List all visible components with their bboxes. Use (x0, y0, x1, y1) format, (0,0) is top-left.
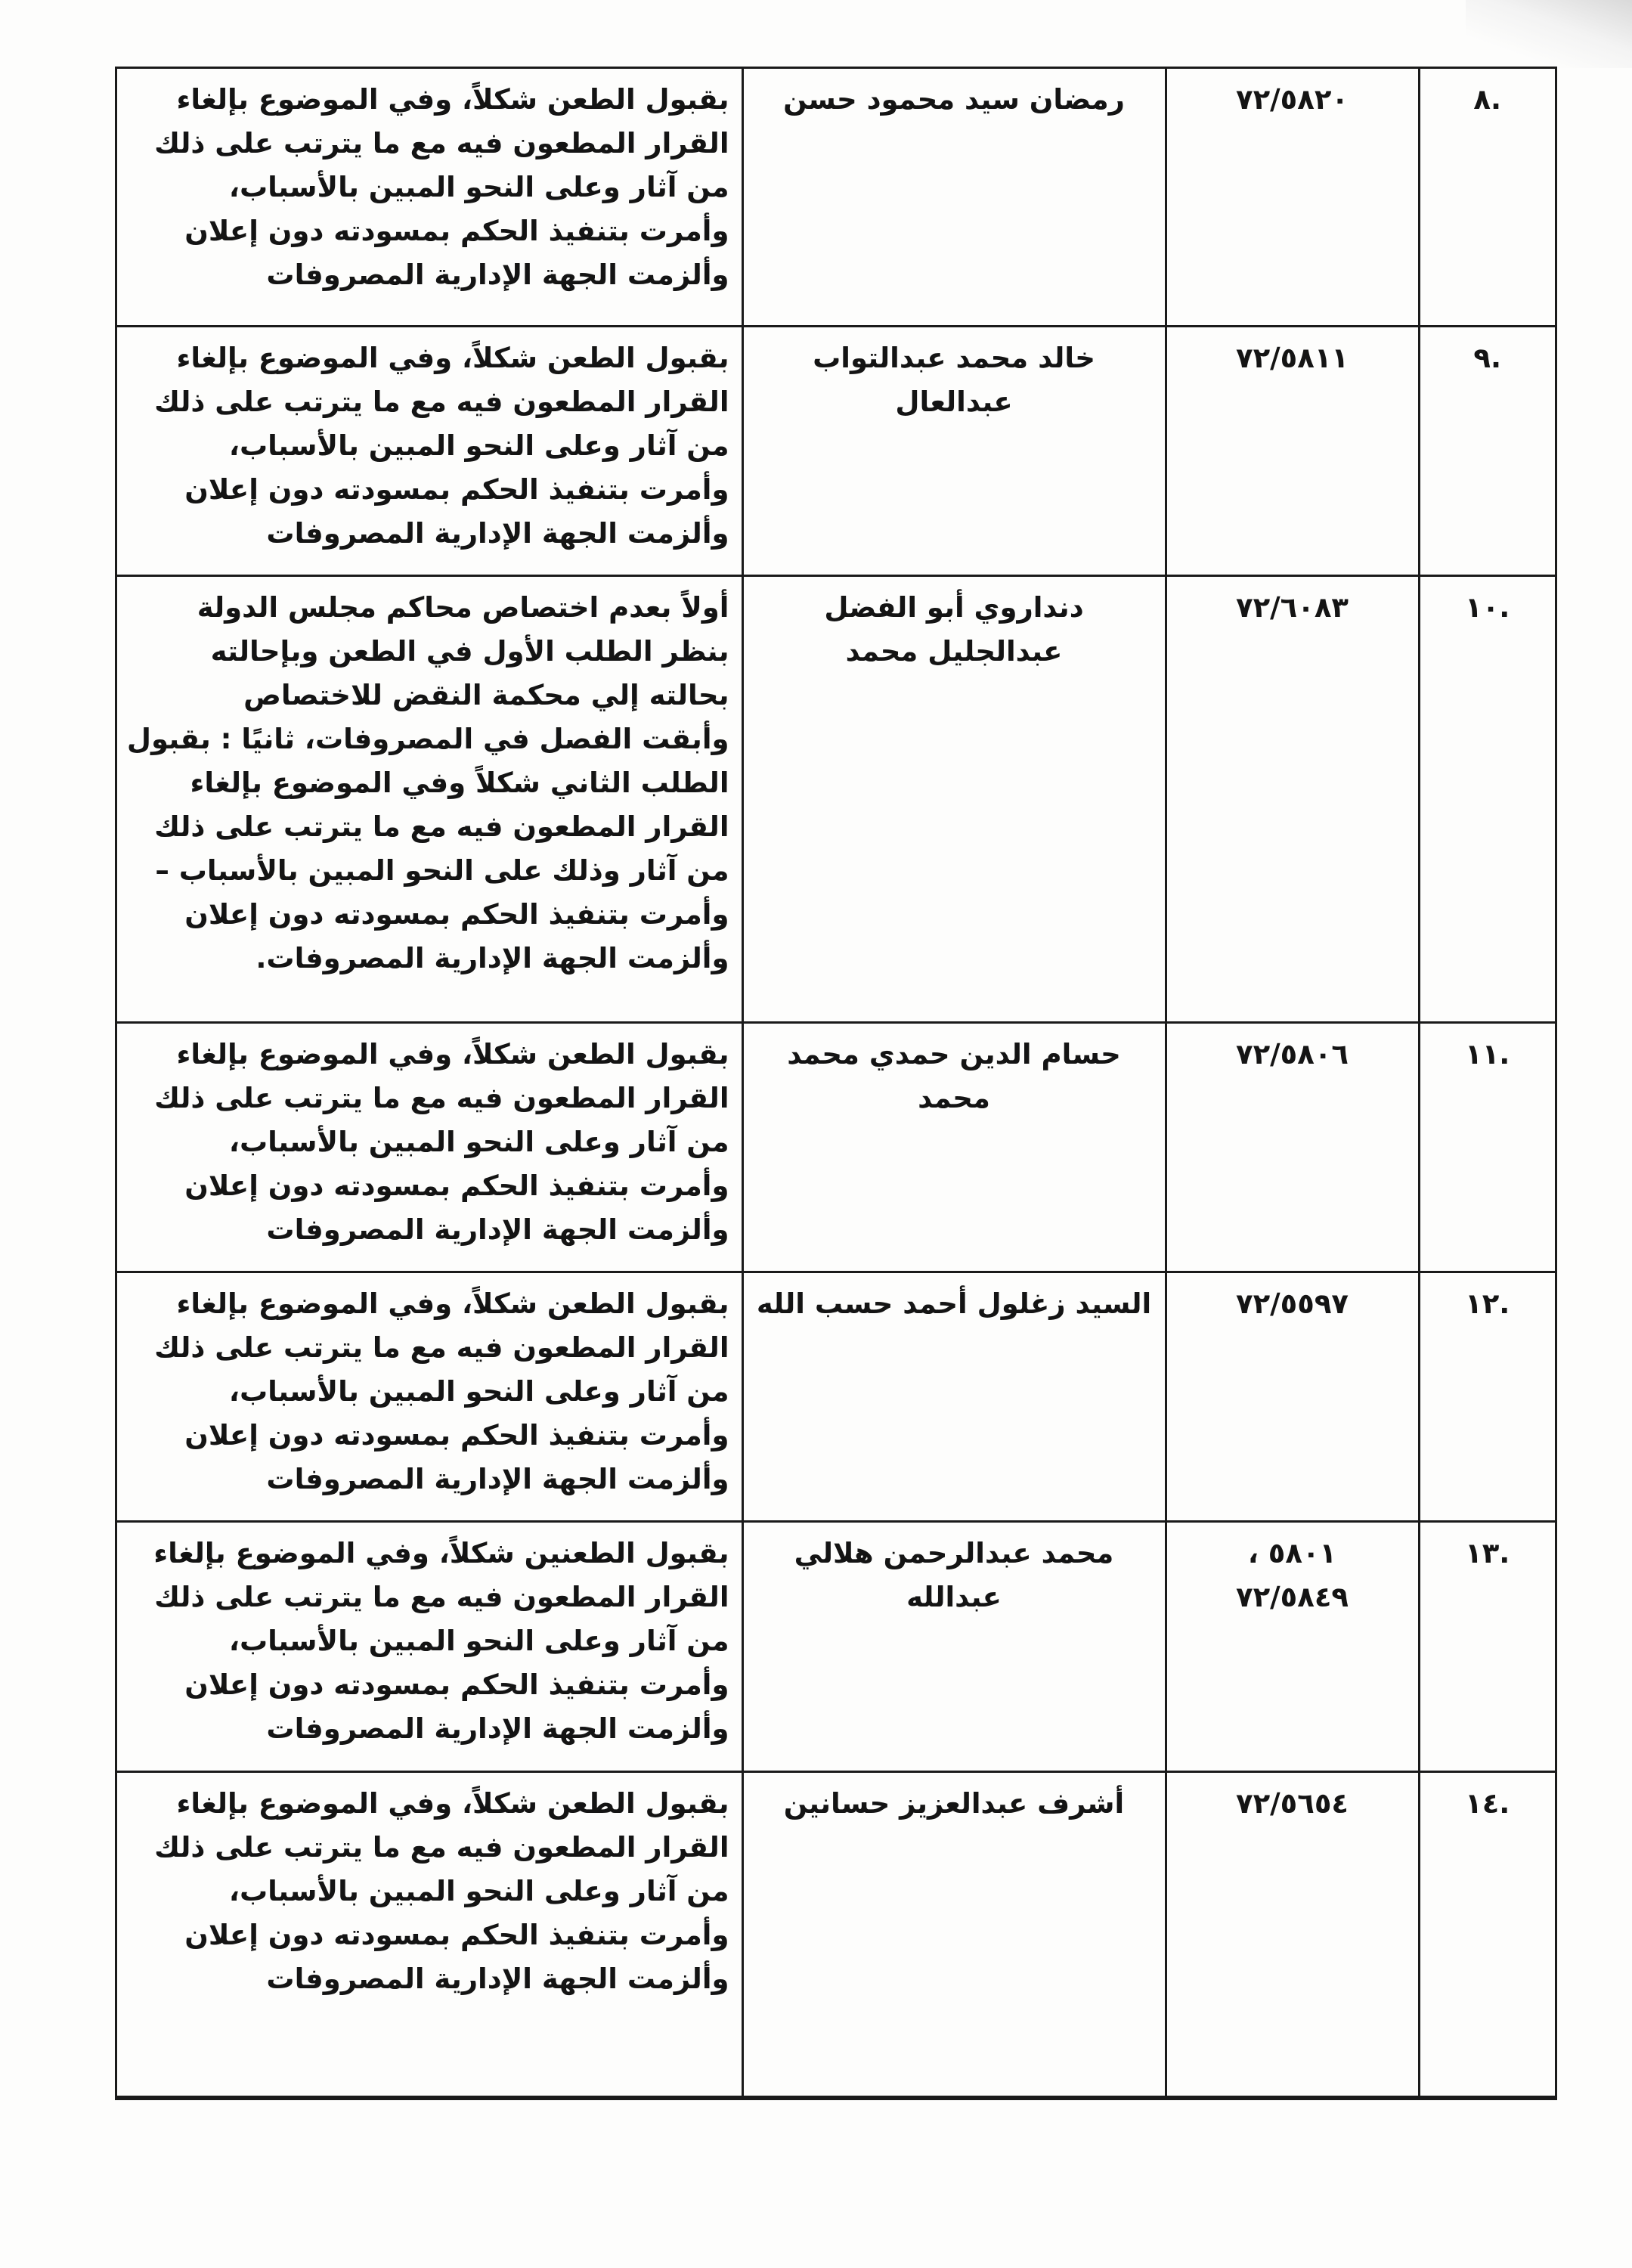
decision-line: وألزمت الجهة الإدارية المصروفات (266, 1962, 729, 1995)
decision-line: القرار المطعون فيه مع ما يترتب على ذلك (154, 385, 729, 418)
row-number-text: .٨ (1473, 83, 1502, 116)
decision-line: وأمرت بتنفيذ الحكم بمسودته دون إعلان (184, 1169, 729, 1202)
case-number-line: ٧٢/٥٨٤٩ (1235, 1581, 1349, 1614)
decision-cell (117, 1272, 742, 1521)
row-number-text: .١٤ (1465, 1786, 1510, 1820)
decision-line: القرار المطعون فيه مع ما يترتب على ذلك (154, 810, 729, 844)
decision-line: بقبول الطعن شكلاً، وفي الموضوع بإلغاء (176, 341, 729, 374)
decision-line: القرار المطعون فيه مع ما يترتب على ذلك (154, 1830, 729, 1864)
case-number-line: ٥٨٠١ ، (1247, 1537, 1337, 1570)
case-number-cell (1166, 1522, 1419, 1771)
appellant-name-line: دنداروي أبو الفضل (824, 591, 1084, 624)
decision-line: وألزمت الجهة الإدارية المصروفات (266, 516, 729, 550)
row-number-text: .٩ (1473, 341, 1502, 374)
appellant-name-cell (742, 1022, 1166, 1272)
decision-line: وأمرت بتنفيذ الحكم بمسودته دون إعلان (184, 898, 729, 931)
decision-line: بنظر الطلب الأول في الطعن وبإحالته (210, 635, 729, 668)
decision-line: بقبول الطعن شكلاً، وفي الموضوع بإلغاء (176, 1287, 729, 1320)
row-number (1419, 1022, 1555, 1272)
appellant-name-line: محمد (918, 1081, 990, 1114)
decision-line: وأمرت بتنفيذ الحكم بمسودته دون إعلان (184, 1668, 729, 1702)
decision-line: القرار المطعون فيه مع ما يترتب على ذلك (154, 1081, 729, 1114)
decision-line: بقبول الطعن شكلاً، وفي الموضوع بإلغاء (176, 1037, 729, 1070)
row-number (1419, 1522, 1555, 1771)
row-number-text: .١٣ (1465, 1537, 1510, 1570)
case-number-cell (1166, 1272, 1419, 1521)
table-row (117, 1022, 1555, 1272)
appeals-table-frame (115, 67, 1557, 2100)
case-number-line: ٧٢/٥٨٠٦ (1235, 1037, 1349, 1070)
case-number-cell (1166, 576, 1419, 1023)
decision-cell (117, 326, 742, 575)
case-number-cell (1166, 1022, 1419, 1272)
decision-line: من آثار وعلى النحو المبين بالأسباب، (228, 171, 729, 203)
appellant-name-cell (742, 69, 1166, 326)
appeals-table (117, 69, 1555, 2098)
table-body (117, 69, 1555, 2097)
case-number-line: ٧٢/٥٨١١ (1235, 341, 1349, 374)
decision-line: الطلب الثاني شكلاً وفي الموضوع بإلغاء (190, 767, 729, 800)
row-number (1419, 1771, 1555, 2096)
appellant-name-line: السيد زغلول أحمد حسب الله (756, 1287, 1152, 1320)
decision-cell (117, 1022, 742, 1272)
appellant-name-line: حسام الدين حمدي محمد (787, 1037, 1121, 1070)
table-row (117, 1522, 1555, 1771)
case-number-cell (1166, 69, 1419, 326)
case-number-line: ٧٢/٥٥٩٧ (1235, 1287, 1349, 1320)
row-number (1419, 1272, 1555, 1521)
decision-line: من آثار وذلك على النحو المبين بالأسباب – (155, 854, 729, 888)
decision-line: من آثار وعلى النحو المبين بالأسباب، (228, 1374, 729, 1408)
appellant-name-line: رمضان سيد محمود حسن (783, 83, 1125, 116)
decision-cell (117, 1522, 742, 1771)
decision-line: من آثار وعلى النحو المبين بالأسباب، (228, 1625, 729, 1658)
row-number (1419, 326, 1555, 575)
appellant-name-line: عبدالجليل محمد (845, 635, 1063, 668)
table-row (117, 326, 1555, 575)
decision-line: بحالته إلي محكمة النقض للاختصاص (243, 679, 729, 712)
case-number-line: ٧٢/٥٨٢٠ (1235, 83, 1349, 116)
decision-line: وأمرت بتنفيذ الحكم بمسودته دون إعلان (184, 215, 729, 247)
decision-line: القرار المطعون فيه مع ما يترتب على ذلك (154, 1581, 729, 1614)
row-number-text: .١٠ (1465, 591, 1510, 624)
appellant-name-cell (742, 1771, 1166, 2096)
decision-line: القرار المطعون فيه مع ما يترتب على ذلك (154, 1331, 729, 1364)
decision-line: بقبول الطعنين شكلاً، وفي الموضوع بإلغاء (153, 1537, 729, 1570)
decision-line: من آثار وعلى النحو المبين بالأسباب، (228, 1125, 729, 1158)
decision-line: وأمرت بتنفيذ الحكم بمسودته دون إعلان (184, 1918, 729, 1951)
appellant-name-line: عبدالله (906, 1581, 1002, 1614)
appellant-name-line: عبدالعال (895, 385, 1013, 418)
decision-line: وألزمت الجهة الإدارية المصروفات (266, 1712, 729, 1746)
decision-cell (117, 576, 742, 1023)
case-number-line: ٧٢/٥٦٥٤ (1235, 1786, 1349, 1820)
table-row (117, 1272, 1555, 1521)
appellant-name-line: خالد محمد عبدالتواب (813, 341, 1095, 374)
decision-line: القرار المطعون فيه مع ما يترتب على ذلك (154, 127, 729, 160)
decision-line: بقبول الطعن شكلاً، وفي الموضوع بإلغاء (176, 83, 729, 116)
decision-line: وألزمت الجهة الإدارية المصروفات. (255, 942, 729, 975)
appellant-name-cell (742, 1272, 1166, 1521)
decision-line: وأبقت الفصل في المصروفات، ثانيًا : بقبول (126, 723, 729, 756)
row-number (1419, 69, 1555, 326)
decision-line: وأمرت بتنفيذ الحكم بمسودته دون إعلان (184, 1418, 729, 1452)
row-number (1419, 576, 1555, 1023)
appellant-name-cell (742, 1522, 1166, 1771)
decision-line: وألزمت الجهة الإدارية المصروفات (266, 259, 729, 291)
decision-line: من آثار وعلى النحو المبين بالأسباب، (228, 1874, 729, 1907)
decision-line: وألزمت الجهة الإدارية المصروفات (266, 1213, 729, 1246)
case-number-line: ٧٢/٦٠٨٣ (1235, 591, 1349, 624)
scan-shadow (1466, 0, 1632, 68)
table-row (117, 1771, 1555, 2096)
decision-line: وألزمت الجهة الإدارية المصروفات (266, 1462, 729, 1495)
decision-cell (117, 69, 742, 326)
decision-line: من آثار وعلى النحو المبين بالأسباب، (228, 429, 729, 462)
appellant-name-line: أشرف عبدالعزيز حسانين (783, 1786, 1125, 1820)
row-number-text: .١١ (1465, 1037, 1510, 1070)
appellant-name-line: محمد عبدالرحمن هلالي (794, 1537, 1114, 1570)
case-number-cell (1166, 1771, 1419, 2096)
case-number-cell (1166, 326, 1419, 575)
decision-line: أولاً بعدم اختصاص محاكم مجلس الدولة (197, 591, 729, 624)
table-row (117, 69, 1555, 326)
decision-line: بقبول الطعن شكلاً، وفي الموضوع بإلغاء (176, 1786, 729, 1820)
table-row (117, 576, 1555, 1023)
appellant-name-cell (742, 326, 1166, 575)
decision-line: وأمرت بتنفيذ الحكم بمسودته دون إعلان (184, 472, 729, 506)
row-number-text: .١٢ (1465, 1287, 1510, 1320)
decision-cell (117, 1771, 742, 2096)
appellant-name-cell (742, 576, 1166, 1023)
